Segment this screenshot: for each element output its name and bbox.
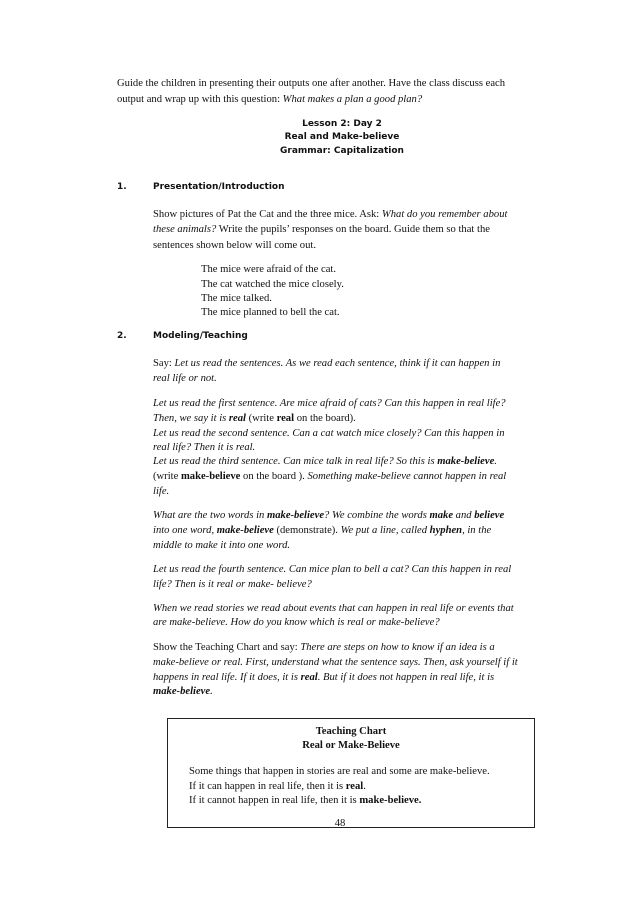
s1-l2-question: these animals? bbox=[153, 224, 217, 235]
b1-l5-c: . bbox=[494, 456, 497, 467]
chart-l3-mb: make-believe. bbox=[359, 795, 422, 806]
chart-line-2 bbox=[189, 779, 366, 794]
chart-l2-a: If it can happen in real life, then it is bbox=[189, 781, 346, 792]
b5-l3-real: real bbox=[300, 672, 318, 683]
b3-l1-text: Let us read the fourth sentence. Can mice plan to bell a cat? Can this happen in real bbox=[153, 564, 512, 575]
b5-line-4 bbox=[153, 684, 213, 699]
b1-l6-a: (write bbox=[153, 471, 181, 482]
chart-line-3 bbox=[189, 793, 421, 808]
b2-l1-make: make bbox=[429, 510, 454, 521]
s1-line-2 bbox=[153, 222, 490, 237]
b5-l2-text: make-believe or real. First, understand what the sentence says. Then, ask yourself if it bbox=[153, 657, 518, 668]
b5-l3-a: happens in real life. If it does, it is bbox=[153, 672, 301, 683]
b1-l5-a: Let us read the third sentence. Can mice talk in real life? So this is bbox=[153, 456, 438, 467]
b1-line-4 bbox=[153, 440, 255, 455]
b1-l2-c: (write bbox=[246, 413, 277, 424]
b5-l4-mb: make-believe bbox=[153, 686, 211, 697]
sentence-3: The mice talked. bbox=[201, 293, 272, 304]
b3-line-2 bbox=[153, 577, 312, 592]
b1-line-5 bbox=[153, 454, 497, 469]
page-number: 48 bbox=[334, 818, 346, 829]
b1-line-3 bbox=[153, 426, 505, 441]
section-1-number: 1. bbox=[117, 182, 127, 192]
b2-l2-mb: make-believe bbox=[216, 525, 274, 536]
b3-l2-text: life? Then is it real or make- believe? bbox=[153, 579, 312, 590]
b1-line-2 bbox=[153, 411, 356, 426]
b2-l1-a: What are the two words in bbox=[153, 510, 267, 521]
s1-l1-question: What do you remember about bbox=[381, 209, 508, 220]
b1-l2-real: real bbox=[228, 413, 246, 424]
intro-question: What makes a plan a good plan? bbox=[282, 94, 423, 105]
sentence-1: The mice were afraid of the cat. bbox=[201, 264, 336, 275]
chart-l3-a: If it cannot happen in real life, then it is bbox=[189, 795, 360, 806]
chart-subtitle: Real or Make-Believe bbox=[302, 740, 400, 751]
intro-line-2 bbox=[117, 92, 422, 107]
s2-say-line-1 bbox=[153, 356, 500, 371]
b1-l7-text: life. bbox=[153, 486, 170, 497]
lesson-title: Lesson 2: Day 2 bbox=[302, 119, 382, 129]
b1-l2-real-2: real bbox=[276, 413, 295, 424]
b1-l3-text: Let us read the second sentence. Can a cat watch mice closely? Can this happen in bbox=[153, 428, 505, 439]
s1-l1-text: Show pictures of Pat the Cat and the three mice. Ask: bbox=[153, 209, 382, 220]
b1-l6-c: on the board ). bbox=[240, 471, 308, 482]
section-2-number: 2. bbox=[117, 331, 127, 341]
s1-l2-text: Write the pupils’ responses on the board. Guide them so that the bbox=[216, 224, 490, 235]
b1-l6-d: Something make-believe cannot happen in real bbox=[307, 471, 507, 482]
s2-say-text-2: real life or not. bbox=[153, 373, 217, 384]
b5-line-3 bbox=[153, 670, 494, 685]
b3-line-1 bbox=[153, 562, 511, 577]
s1-line-3: sentences shown below will come out. bbox=[153, 240, 316, 251]
b1-l2-e: on the board). bbox=[294, 413, 356, 424]
b2-l3-text: middle to make it into one word. bbox=[153, 540, 291, 551]
b2-l1-c: ? We combine the words bbox=[324, 510, 430, 521]
b2-l1-mb: make-believe bbox=[266, 510, 325, 521]
b2-l1-believe: believe bbox=[474, 510, 505, 521]
s2-say-text: Let us read the sentences. As we read each sentence, think if it can happen in bbox=[174, 358, 501, 369]
chart-line-1: Some things that happen in stories are real and some are make-believe. bbox=[189, 766, 490, 777]
chart-l2-real: real bbox=[345, 781, 364, 792]
b5-l4-b: . bbox=[210, 686, 213, 697]
section-2-title: Modeling/Teaching bbox=[153, 331, 248, 341]
b2-l2-a: into one word, bbox=[153, 525, 217, 536]
sentence-2: The cat watched the mice closely. bbox=[201, 279, 344, 290]
section-1-title: Presentation/Introduction bbox=[153, 182, 285, 192]
b2-line-2 bbox=[153, 523, 491, 538]
b2-l1-e: and bbox=[453, 510, 475, 521]
s2-say-line-2 bbox=[153, 371, 217, 386]
chart-l2-c: . bbox=[363, 781, 366, 792]
b1-l2-a: Then, we say it is bbox=[153, 413, 229, 424]
b5-l3-c: . But if it does not happen in real life, it is bbox=[317, 672, 495, 683]
b5-l1-b: There are steps on how to know if an idea is a bbox=[300, 642, 495, 653]
s2-say: Say: bbox=[153, 358, 175, 369]
b5-line-1 bbox=[153, 640, 495, 655]
b2-l2-c: (demonstrate). bbox=[273, 525, 341, 536]
b1-line-1 bbox=[153, 396, 506, 411]
b1-l1-text: Let us read the first sentence. Are mice afraid of cats? Can this happen in real life? bbox=[153, 398, 506, 409]
lesson-grammar: Grammar: Capitalization bbox=[280, 146, 404, 156]
sentence-4: The mice planned to bell the cat. bbox=[201, 307, 340, 318]
b4-l1-text: When we read stories we read about events that can happen in real life or events that bbox=[153, 603, 514, 614]
b5-line-2 bbox=[153, 655, 518, 670]
b4-line-1 bbox=[153, 601, 514, 616]
b5-l1-a: Show the Teaching Chart and say: bbox=[153, 642, 301, 653]
b2-line-3 bbox=[153, 538, 290, 553]
b2-line-1 bbox=[153, 508, 504, 523]
b1-l6-mb: make-believe bbox=[180, 471, 241, 482]
b4-l2-text: are make-believe. How do you know which is real or make-believe? bbox=[153, 617, 440, 628]
chart-title: Teaching Chart bbox=[315, 726, 387, 737]
intro-text: output and wrap up with this question: bbox=[117, 94, 283, 105]
b1-line-6 bbox=[153, 469, 506, 484]
b1-line-7 bbox=[153, 484, 169, 499]
b2-l2-hyphen: hyphen bbox=[429, 525, 463, 536]
b1-l4-text: real life? Then it is real. bbox=[153, 442, 256, 453]
b1-l5-mb: make-believe bbox=[437, 456, 495, 467]
b2-l2-d: We put a line, called bbox=[340, 525, 430, 536]
s1-line-1 bbox=[153, 207, 507, 222]
lesson-topic: Real and Make-believe bbox=[284, 132, 400, 142]
b4-line-2 bbox=[153, 615, 440, 630]
intro-line-1: Guide the children in presenting their outputs one after another. Have the class discuss each bbox=[117, 78, 506, 89]
b2-l2-f: , in the bbox=[462, 525, 492, 536]
